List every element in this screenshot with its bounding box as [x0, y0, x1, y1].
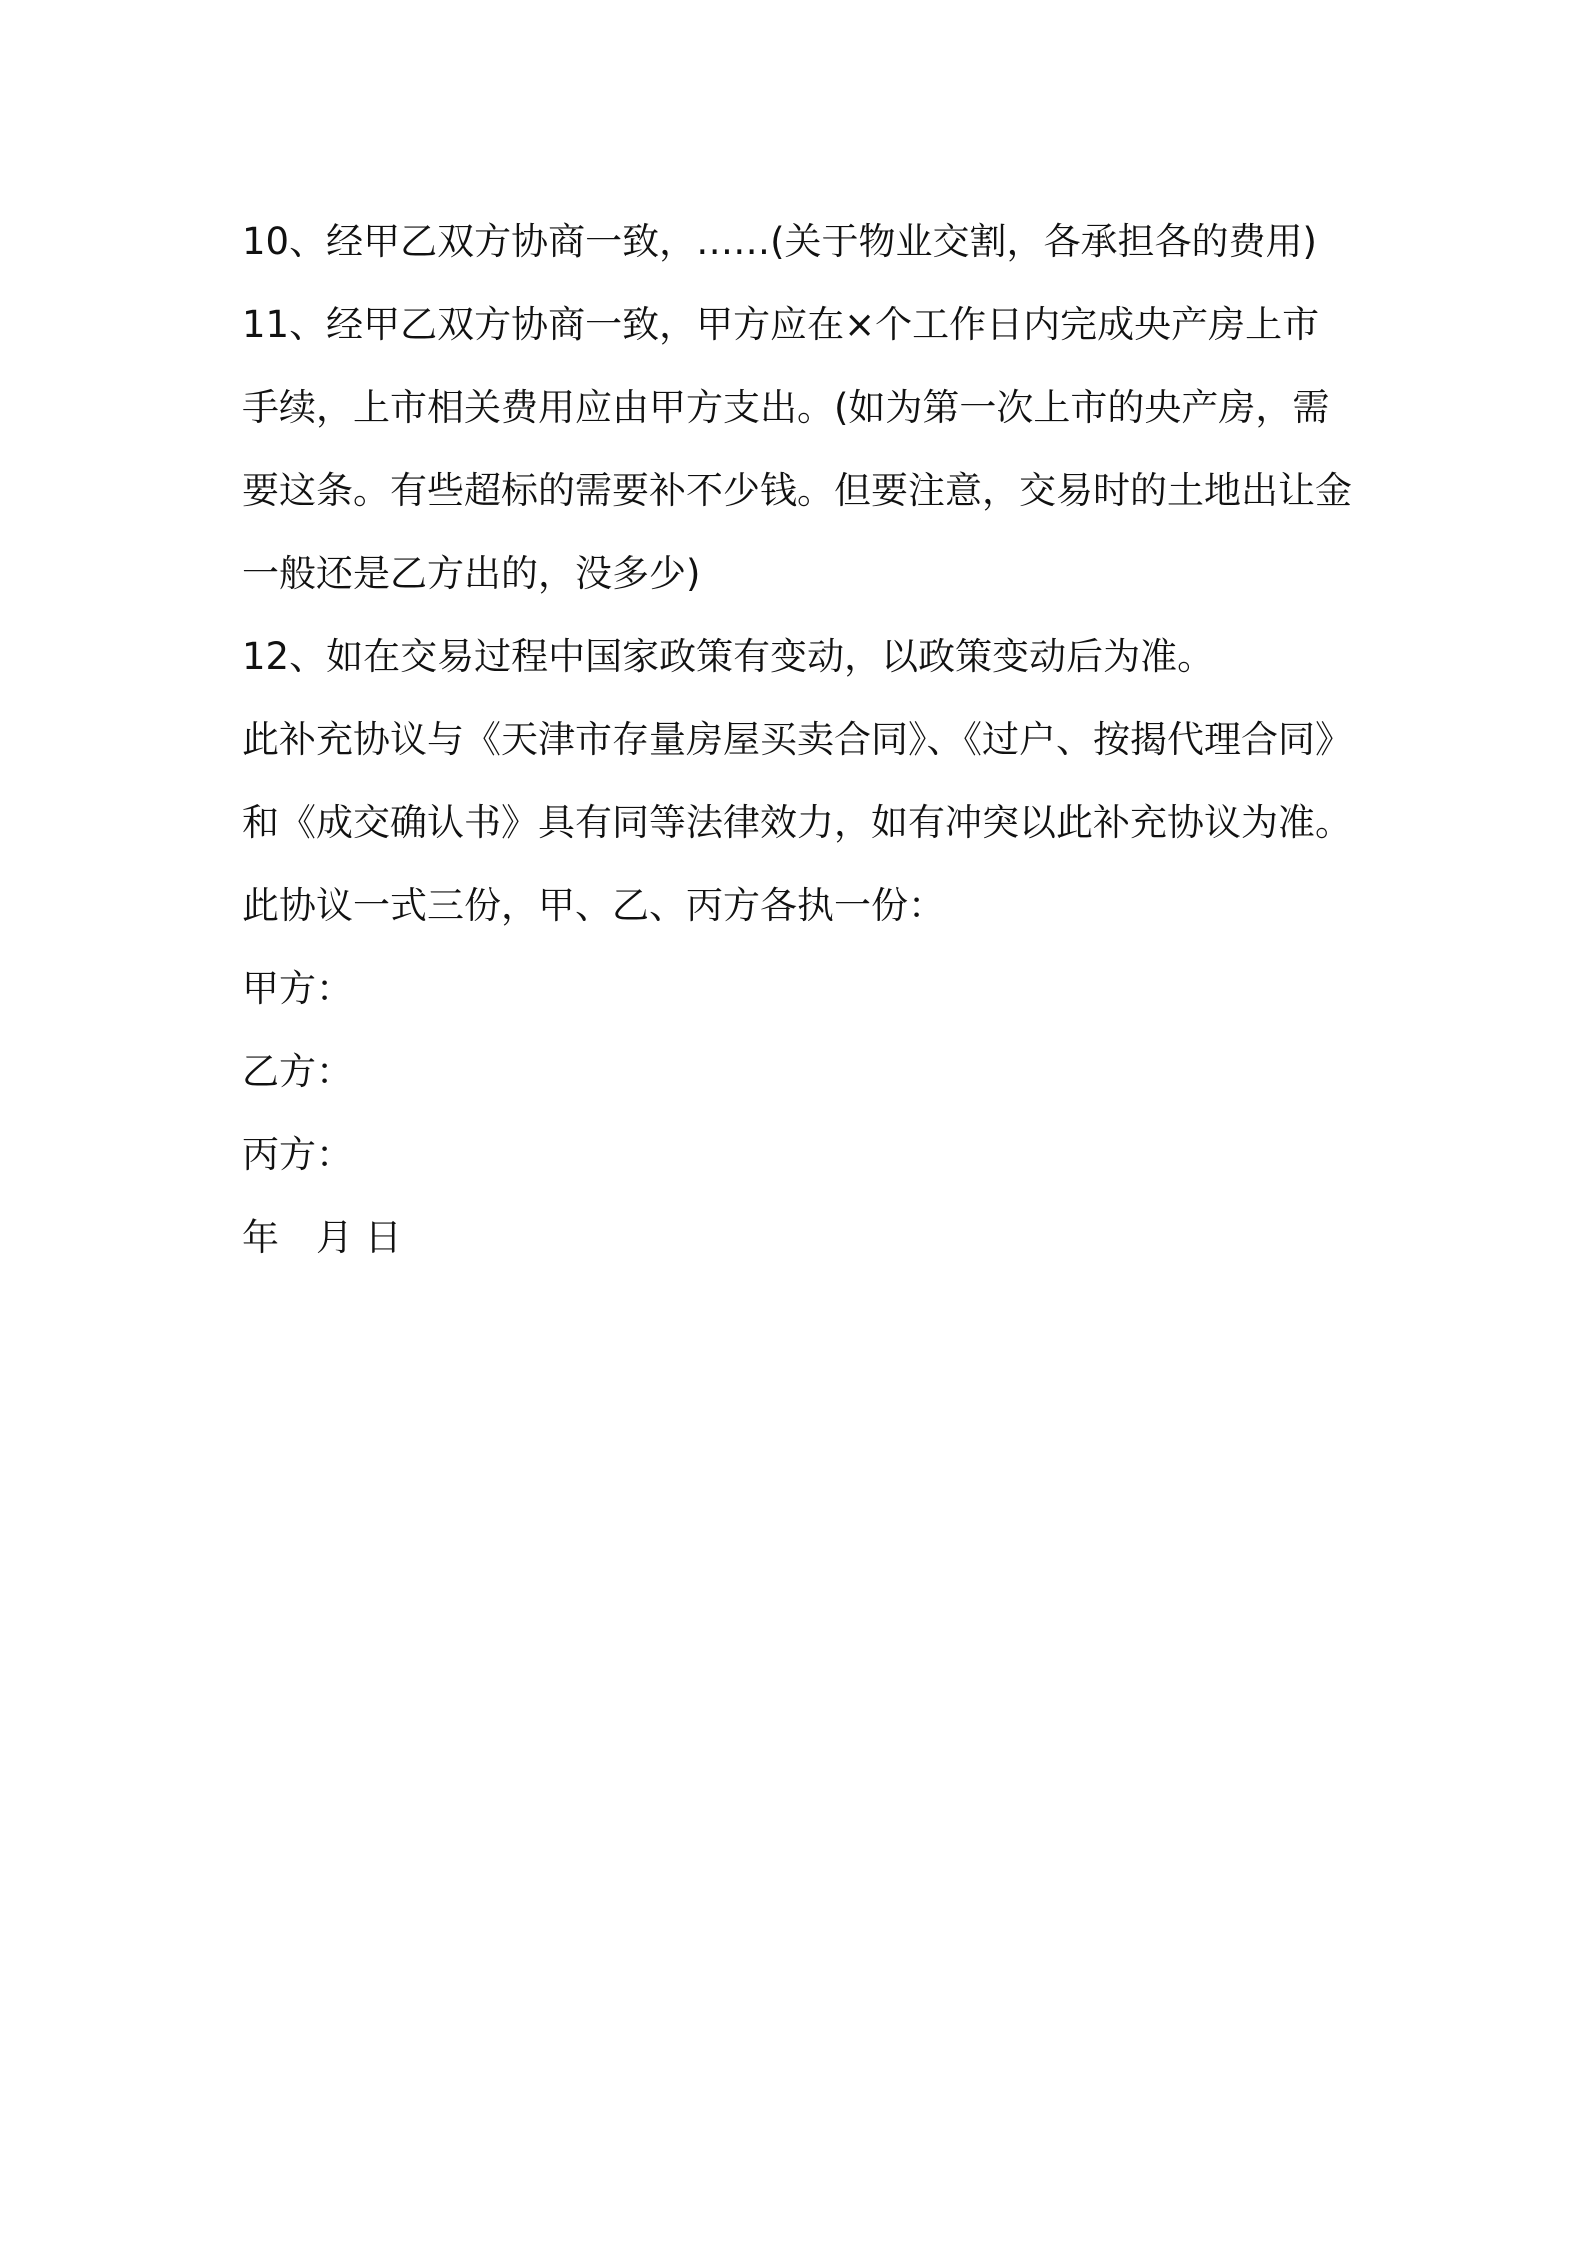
party-a-label: 甲方： — [242, 967, 353, 1010]
clause-12-text: 12、如在交易过程中国家政策有变动，以政策变动后为准。 — [242, 635, 1215, 678]
clause-11-line-4: 一般还是乙方出的，没多少) — [242, 552, 701, 595]
clause-11 — [242, 283, 1362, 615]
clause-11-line-1: 11、经甲乙双方协商一致，甲方应在×个工作日内完成央产房上市 — [242, 303, 1320, 346]
validity-line-1: 此补充协议与《天津市存量房屋买卖合同》、《过户、按揭代理合同》 — [242, 718, 1352, 761]
clause-12 — [242, 615, 1362, 698]
clause-10-text: 10、经甲乙双方协商一致，……(关于物业交割，各承担各的费用) — [242, 220, 1317, 263]
date-line: 年 月 日 — [242, 1216, 402, 1259]
copies-text: 此协议一式三份，甲、乙、丙方各执一份： — [242, 884, 945, 927]
clause-10 — [242, 200, 1362, 283]
validity-statement — [242, 698, 1362, 864]
clause-11-line-2: 手续，上市相关费用应由甲方支出。(如为第一次上市的央产房，需 — [242, 386, 1330, 429]
validity-line-2: 和《成交确认书》具有同等法律效力，如有冲突以此补充协议为准。 — [242, 801, 1352, 844]
clause-11-line-3: 要这条。有些超标的需要补不少钱。但要注意，交易时的土地出让金 — [242, 469, 1352, 512]
signature-block — [242, 947, 1362, 1279]
party-b-label: 乙方： — [242, 1050, 353, 1093]
document-body — [242, 200, 1362, 1279]
copies-statement — [242, 864, 1362, 947]
party-c-label: 丙方： — [242, 1133, 353, 1176]
